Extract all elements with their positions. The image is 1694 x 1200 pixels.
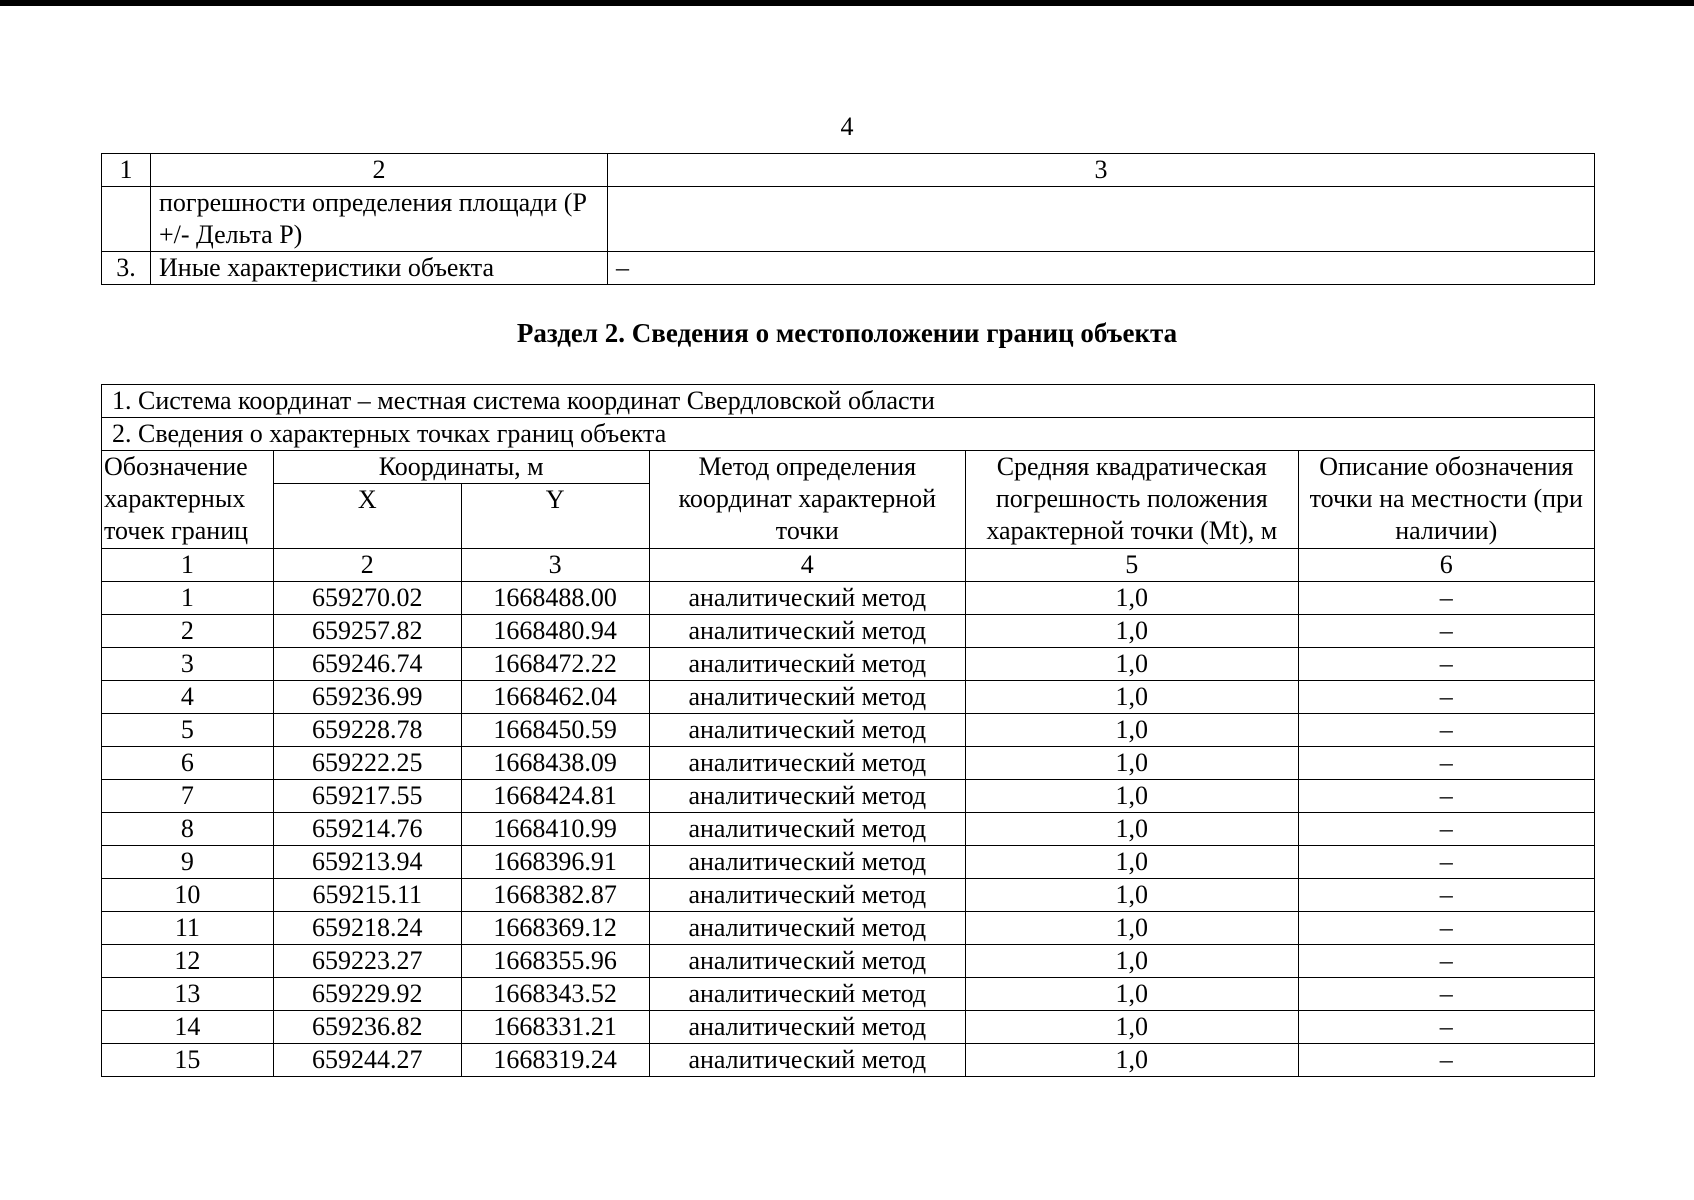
point-description: – xyxy=(1298,978,1594,1011)
point-y: 1668396.91 xyxy=(461,846,649,879)
point-x: 659218.24 xyxy=(273,912,461,945)
point-mt: 1,0 xyxy=(966,615,1299,648)
section-title: Раздел 2. Сведения о местоположении границ объекта xyxy=(516,318,1178,348)
header-cell: 2 xyxy=(151,154,608,187)
point-method: аналитический метод xyxy=(649,912,965,945)
point-mt: 1,0 xyxy=(966,978,1299,1011)
table-row xyxy=(102,681,1595,714)
header-error: Средняя квадратическая погрешность положения характерной точки (Mt), м xyxy=(966,451,1299,549)
point-y: 1668472.22 xyxy=(461,648,649,681)
point-id: 14 xyxy=(102,1011,274,1044)
point-method: аналитический метод xyxy=(649,780,965,813)
table-header-row xyxy=(102,154,1595,187)
column-number: 5 xyxy=(966,549,1299,582)
point-id: 10 xyxy=(102,879,274,912)
points-body xyxy=(102,582,1595,1077)
header-row xyxy=(102,451,1595,484)
point-description: – xyxy=(1298,780,1594,813)
point-description: – xyxy=(1298,714,1594,747)
table-row xyxy=(102,912,1595,945)
column-number: 6 xyxy=(1298,549,1594,582)
point-method: аналитический метод xyxy=(649,747,965,780)
point-method: аналитический метод xyxy=(649,978,965,1011)
point-mt: 1,0 xyxy=(966,879,1299,912)
point-x: 659257.82 xyxy=(273,615,461,648)
point-id: 7 xyxy=(102,780,274,813)
point-x: 659213.94 xyxy=(273,846,461,879)
point-mt: 1,0 xyxy=(966,780,1299,813)
column-number: 1 xyxy=(102,549,274,582)
table-row xyxy=(102,813,1595,846)
point-method: аналитический метод xyxy=(649,615,965,648)
table-row xyxy=(102,714,1595,747)
point-method: аналитический метод xyxy=(649,1011,965,1044)
point-y: 1668343.52 xyxy=(461,978,649,1011)
point-x: 659236.82 xyxy=(273,1011,461,1044)
point-description: – xyxy=(1298,912,1594,945)
coord-system-cell: 1. Система координат – местная система координат Свердловской области xyxy=(102,385,1595,418)
point-description: – xyxy=(1298,945,1594,978)
column-numbers-row xyxy=(102,549,1595,582)
point-y: 1668462.04 xyxy=(461,681,649,714)
point-y: 1668450.59 xyxy=(461,714,649,747)
point-description: – xyxy=(1298,1044,1594,1077)
header-x: X xyxy=(273,484,461,549)
point-y: 1668488.00 xyxy=(461,582,649,615)
point-description: – xyxy=(1298,615,1594,648)
point-method: аналитический метод xyxy=(649,879,965,912)
table-row xyxy=(102,615,1595,648)
point-mt: 1,0 xyxy=(966,582,1299,615)
point-method: аналитический метод xyxy=(649,714,965,747)
point-y: 1668331.21 xyxy=(461,1011,649,1044)
point-mt: 1,0 xyxy=(966,846,1299,879)
point-method: аналитический метод xyxy=(649,648,965,681)
point-id: 6 xyxy=(102,747,274,780)
point-description: – xyxy=(1298,813,1594,846)
point-description: – xyxy=(1298,582,1594,615)
table-row xyxy=(102,1011,1595,1044)
point-id: 2 xyxy=(102,615,274,648)
row-value: – xyxy=(608,252,1595,285)
row-value xyxy=(608,187,1595,252)
point-description: – xyxy=(1298,879,1594,912)
column-number: 2 xyxy=(273,549,461,582)
column-number: 3 xyxy=(461,549,649,582)
row-number xyxy=(102,187,151,252)
header-coordinates: Координаты, м xyxy=(273,451,649,484)
point-y: 1668424.81 xyxy=(461,780,649,813)
point-id: 1 xyxy=(102,582,274,615)
table-row xyxy=(102,252,1595,285)
header-cell: 1 xyxy=(102,154,151,187)
header-cell: 3 xyxy=(608,154,1595,187)
point-description: – xyxy=(1298,747,1594,780)
table-row xyxy=(102,846,1595,879)
point-method: аналитический метод xyxy=(649,582,965,615)
point-y: 1668410.99 xyxy=(461,813,649,846)
point-x: 659222.25 xyxy=(273,747,461,780)
point-mt: 1,0 xyxy=(966,681,1299,714)
point-method: аналитический метод xyxy=(649,846,965,879)
point-x: 659228.78 xyxy=(273,714,461,747)
point-mt: 1,0 xyxy=(966,813,1299,846)
point-id: 4 xyxy=(102,681,274,714)
table-row xyxy=(102,879,1595,912)
point-mt: 1,0 xyxy=(966,1044,1299,1077)
table-row xyxy=(102,648,1595,681)
point-x: 659236.99 xyxy=(273,681,461,714)
header-description: Описание обозначения точки на местности (при наличии) xyxy=(1298,451,1594,549)
point-x: 659270.02 xyxy=(273,582,461,615)
point-method: аналитический метод xyxy=(649,945,965,978)
table-row xyxy=(102,1044,1595,1077)
points-title-row xyxy=(102,418,1595,451)
point-y: 1668355.96 xyxy=(461,945,649,978)
point-method: аналитический метод xyxy=(649,813,965,846)
table-row xyxy=(102,978,1595,1011)
header-method: Метод определения координат характерной точки xyxy=(649,451,965,549)
point-y: 1668369.12 xyxy=(461,912,649,945)
point-mt: 1,0 xyxy=(966,648,1299,681)
table-row xyxy=(102,187,1595,252)
points-title-cell: 2. Сведения о характерных точках границ объекта xyxy=(102,418,1595,451)
point-x: 659215.11 xyxy=(273,879,461,912)
point-description: – xyxy=(1298,846,1594,879)
boundary-points-table xyxy=(101,384,1595,1077)
table-row xyxy=(102,582,1595,615)
page-number: 4 xyxy=(840,112,854,141)
row-name: погрешности определения площади (Р +/- Дельта Р) xyxy=(151,187,608,252)
point-mt: 1,0 xyxy=(966,945,1299,978)
point-mt: 1,0 xyxy=(966,1011,1299,1044)
point-id: 11 xyxy=(102,912,274,945)
page-top-border xyxy=(0,0,1694,6)
point-x: 659244.27 xyxy=(273,1044,461,1077)
point-method: аналитический метод xyxy=(649,1044,965,1077)
point-x: 659223.27 xyxy=(273,945,461,978)
table-row xyxy=(102,945,1595,978)
header-designation: Обозначение характерных точек границ xyxy=(102,451,274,549)
point-id: 5 xyxy=(102,714,274,747)
point-id: 9 xyxy=(102,846,274,879)
point-mt: 1,0 xyxy=(966,747,1299,780)
table-row xyxy=(102,747,1595,780)
point-y: 1668382.87 xyxy=(461,879,649,912)
table-row xyxy=(102,780,1595,813)
coord-system-row xyxy=(102,385,1595,418)
point-x: 659246.74 xyxy=(273,648,461,681)
point-method: аналитический метод xyxy=(649,681,965,714)
point-x: 659214.76 xyxy=(273,813,461,846)
point-id: 3 xyxy=(102,648,274,681)
point-mt: 1,0 xyxy=(966,714,1299,747)
characteristics-table xyxy=(101,153,1595,285)
point-x: 659229.92 xyxy=(273,978,461,1011)
point-description: – xyxy=(1298,681,1594,714)
point-id: 8 xyxy=(102,813,274,846)
point-id: 13 xyxy=(102,978,274,1011)
point-id: 12 xyxy=(102,945,274,978)
row-name: Иные характеристики объекта xyxy=(151,252,608,285)
point-y: 1668480.94 xyxy=(461,615,649,648)
point-y: 1668438.09 xyxy=(461,747,649,780)
point-mt: 1,0 xyxy=(966,912,1299,945)
point-id: 15 xyxy=(102,1044,274,1077)
row-number: 3. xyxy=(102,252,151,285)
point-description: – xyxy=(1298,648,1594,681)
point-description: – xyxy=(1298,1011,1594,1044)
header-y: Y xyxy=(461,484,649,549)
point-y: 1668319.24 xyxy=(461,1044,649,1077)
point-x: 659217.55 xyxy=(273,780,461,813)
column-number: 4 xyxy=(649,549,965,582)
